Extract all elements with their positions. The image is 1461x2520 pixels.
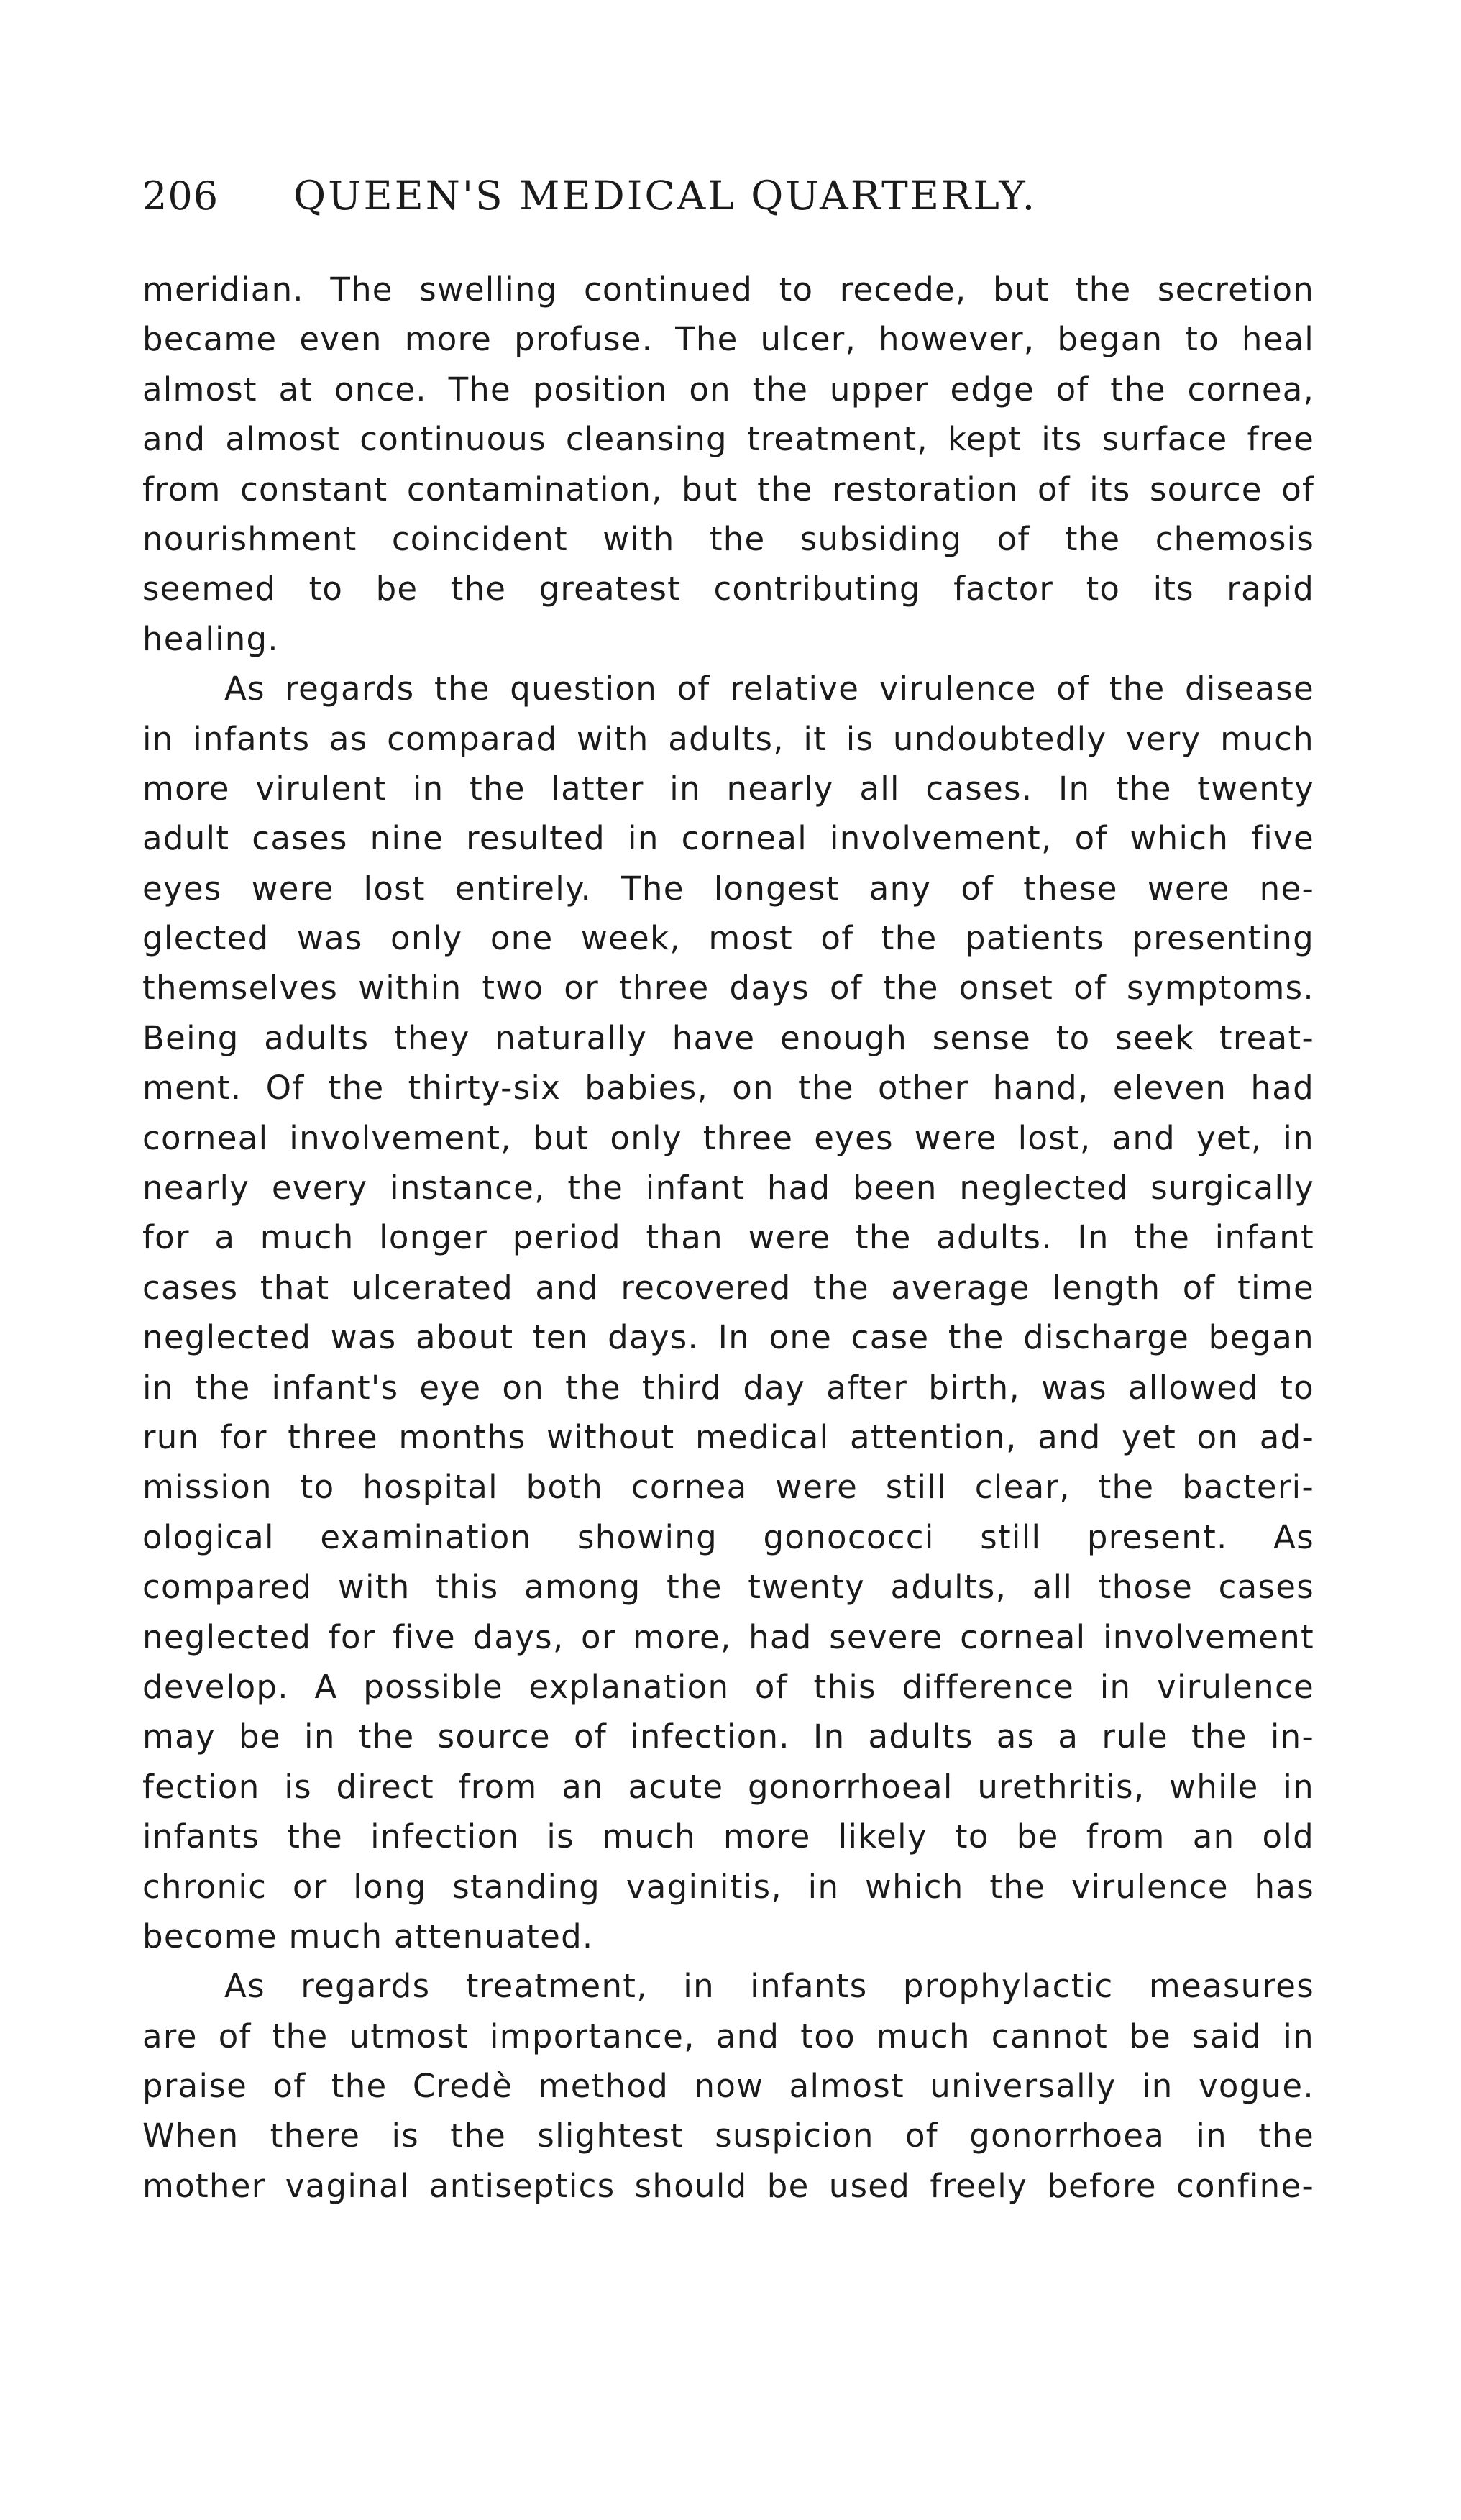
text-line: adult cases nine resulted in corneal involvement, of which five [142,819,1314,858]
text-line: may be in the source of infection. In adults as a rule the in- [142,1717,1314,1756]
paragraph [142,1961,1314,2211]
text-line: nearly every instance, the infant had been neglected surgically [142,1169,1314,1208]
text-line: meridian. The swelling continued to recede, but the secretion [142,270,1314,309]
paragraph [142,265,1314,664]
text-line: neglected for five days, or more, had severe corneal involvement [142,1617,1314,1656]
text-line: in infants as comparad with adults, it is undoubtedly very much [142,719,1314,758]
text-line: eyes were lost entirely. The longest any of these were ne- [142,869,1314,908]
text-line: almost at once. The position on the upper edge of the cornea, [142,370,1314,408]
text-line: healing. [142,619,279,658]
text-line: When there is the slightest suspicion of gonorrhoea in the [142,2117,1314,2155]
body-text [142,265,1314,2211]
text-line: neglected was about ten days. In one case the discharge began [142,1318,1314,1357]
text-line: ment. Of the thirty-six babies, on the other hand, eleven had [142,1069,1314,1108]
text-line: became even more profuse. The ulcer, however, began to heal [142,320,1314,359]
text-line: praise of the Credè method now almost universally in vogue. [142,2067,1314,2106]
text-line: As regards treatment, in infants prophylactic measures [224,1967,1314,2006]
text-line: run for three months without medical attention, and yet on ad- [142,1418,1314,1456]
text-line: nourishment coincident with the subsiding of the chemosis [142,519,1314,558]
text-line: and almost continuous cleansing treatment, kept its surface free [142,420,1314,459]
text-line: Being adults they naturally have enough sense to seek treat- [142,1018,1314,1057]
text-line: themselves within two or three days of the onset of symptoms. [142,969,1314,1008]
running-head [142,173,1314,230]
text-line: As regards the question of relative virulence of the disease [224,670,1314,708]
journal-title: QUEEN'S MEDICAL QUARTERLY. [293,173,1038,219]
page-number: 206 [142,173,219,219]
paragraph [142,664,1314,1961]
text-line: mission to hospital both cornea were still clear, the bacteri- [142,1468,1314,1507]
book-page [142,173,1314,2211]
text-line: infants the infection is much more likely to be from an old [142,1817,1314,1856]
text-line: mother vaginal antiseptics should be used freely before confine- [142,2166,1314,2205]
text-line: in the infant's eye on the third day after birth, was allowed to [142,1368,1314,1407]
text-line: from constant contamination, but the restoration of its source of [142,470,1314,508]
text-line: are of the utmost importance, and too much cannot be said in [142,2017,1314,2055]
text-line: chronic or long standing vaginitis, in which the virulence has [142,1867,1314,1906]
text-line: develop. A possible explanation of this difference in virulence [142,1667,1314,1706]
text-line: glected was only one week, most of the patients presenting [142,919,1314,958]
text-line: cases that ulcerated and recovered the average length of time [142,1268,1314,1307]
text-line: ological examination showing gonococci still present. As [142,1517,1314,1556]
text-line: more virulent in the latter in nearly all cases. In the twenty [142,769,1314,808]
text-line: become much attenuated. [142,1917,594,1955]
text-line: corneal involvement, but only three eyes were lost, and yet, in [142,1118,1314,1157]
text-line: compared with this among the twenty adults, all those cases [142,1568,1314,1607]
text-line: seemed to be the greatest contributing factor to its rapid [142,570,1314,608]
text-line: for a much longer period than were the adults. In the infant [142,1218,1314,1257]
text-line: fection is direct from an acute gonorrhoeal urethritis, while in [142,1767,1314,1806]
